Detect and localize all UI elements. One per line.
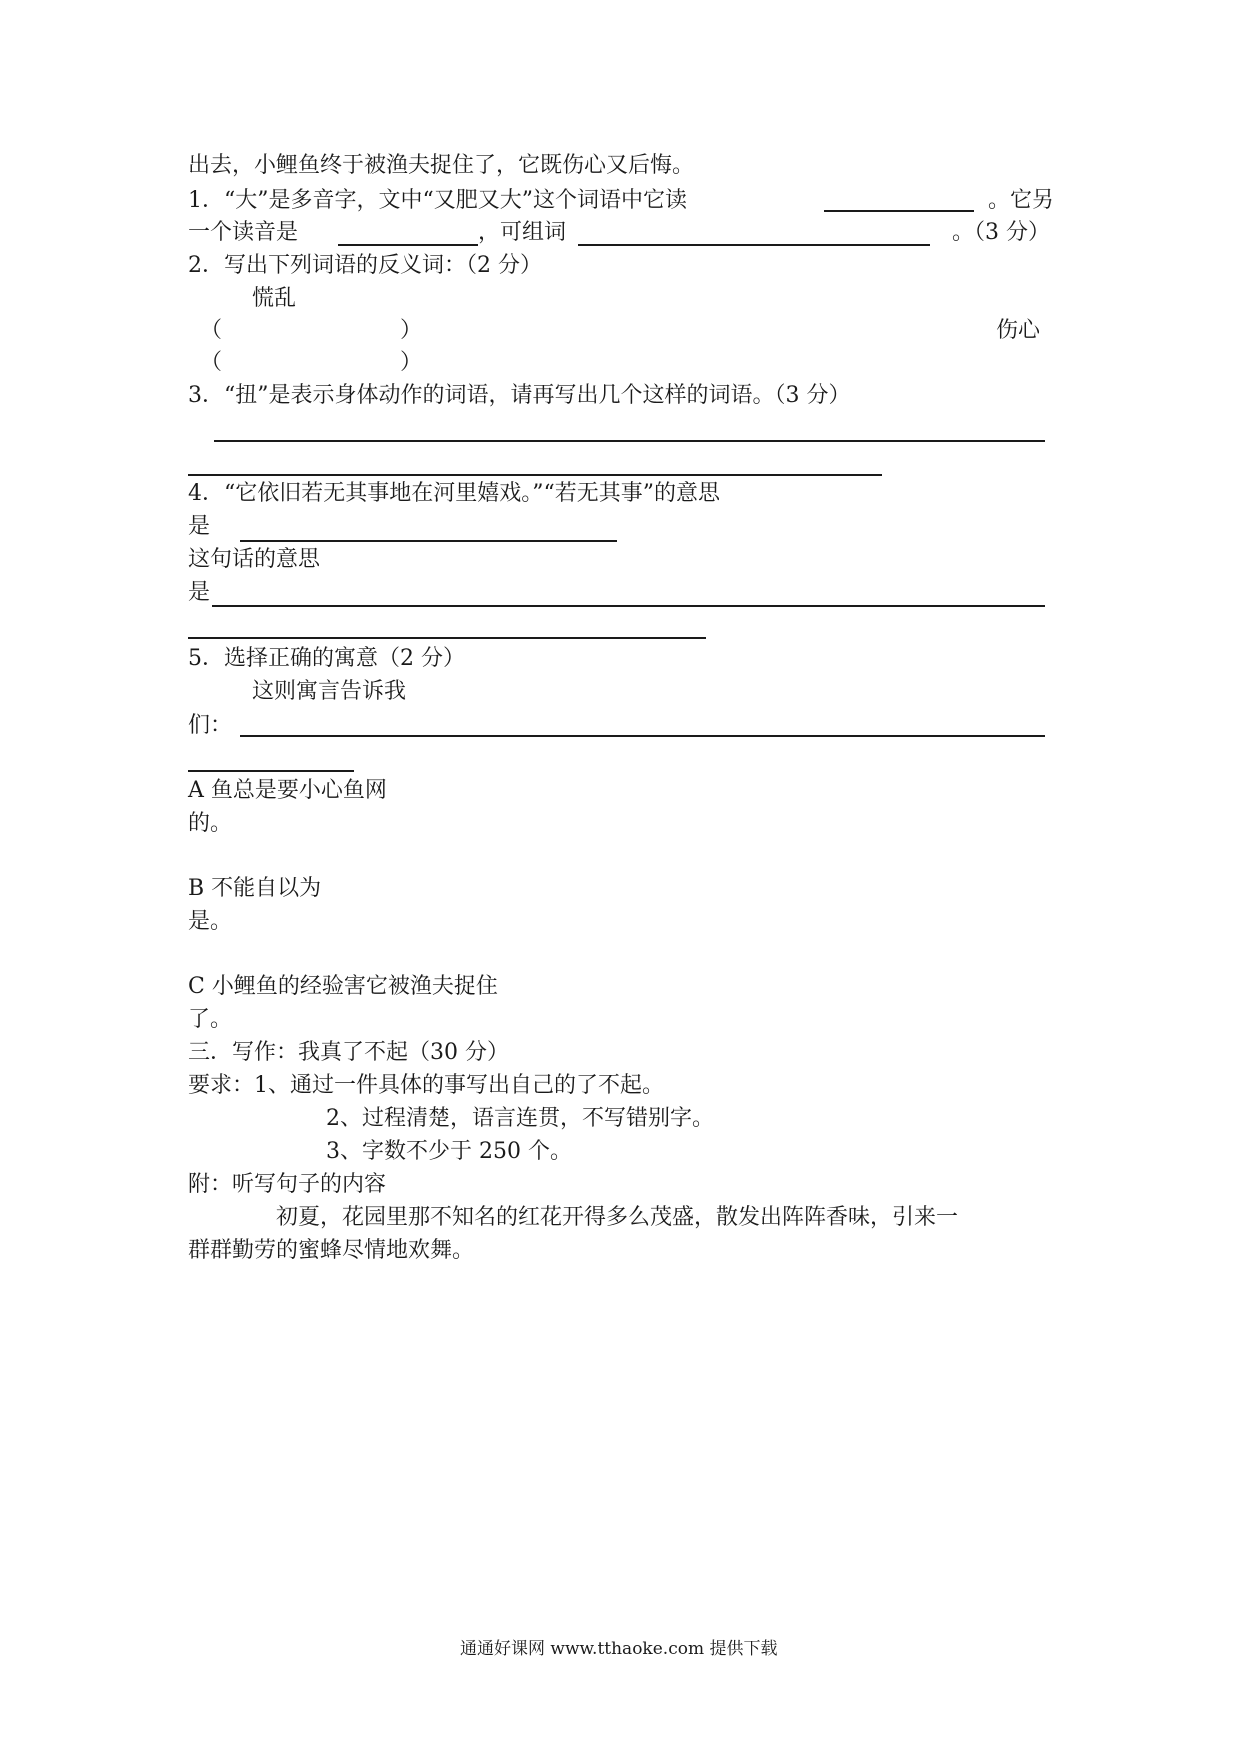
q3-answer-line-2[interactable]: [188, 474, 882, 476]
q4-sentence-blank-1[interactable]: [212, 605, 1045, 607]
q1-text-a: 1．“大”是多音字，文中“又肥又大”这个词语中它读: [188, 188, 687, 213]
q3-prompt: 3．“扭”是表示身体动作的词语，请再写出几个这样的词语。（3 分）: [188, 383, 851, 408]
q5-prompt: 5．选择正确的寓意（2 分）: [188, 646, 465, 671]
q1-blank-other-reading[interactable]: [338, 244, 478, 246]
q4-meaning-blank[interactable]: [240, 540, 617, 542]
appendix-dictation-line-2: 群群勤劳的蜜蜂尽情地欢舞。: [188, 1238, 475, 1263]
q2-paren-close-2: ）: [400, 350, 423, 375]
q2-prompt: 2．写出下列词语的反义词：（2 分）: [188, 253, 542, 278]
q1-text-d: ，可组词: [478, 220, 567, 245]
page-footer: 通通好课网 www.tthaoke.com 提供下载: [460, 1639, 778, 1659]
q2-paren-open-1: （: [200, 318, 223, 343]
q5-option-b-1: B 不能自以为: [188, 876, 322, 901]
q1-text-b: 。它另: [988, 188, 1055, 213]
q1-text-c: 一个读音是: [188, 220, 299, 245]
q2-paren-close-1: ）: [400, 318, 423, 343]
q1-blank-word[interactable]: [578, 244, 930, 246]
q1-blank-reading[interactable]: [824, 210, 974, 212]
story-ending-line: 出去，小鲤鱼终于被渔夫捉住了，它既伤心又后悔。: [188, 153, 695, 178]
q5-lead-a: 这则寓言告诉我: [252, 679, 407, 704]
writing-title: 三．写作：我真了不起（30 分）: [188, 1040, 509, 1065]
appendix-dictation-line-1: 初夏，花园里那不知名的红花开得多么茂盛，散发出阵阵香味，引来一: [276, 1205, 959, 1230]
writing-req-3: 3、字数不少于 250 个。: [326, 1139, 572, 1164]
q3-answer-line-1[interactable]: [214, 440, 1045, 442]
q5-option-a-2: 的。: [188, 811, 233, 836]
q5-option-c-2: 了。: [188, 1007, 233, 1032]
q2-word-huangluan: 慌乱: [252, 286, 297, 311]
q4-shi-1: 是: [188, 514, 211, 539]
q5-answer-line-2[interactable]: [188, 770, 354, 772]
q4-shi-2: 是: [188, 580, 211, 605]
q5-option-a-1: A 鱼总是要小心鱼网: [188, 778, 387, 803]
q5-option-c-1: C 小鲤鱼的经验害它被渔夫捉住: [188, 974, 498, 999]
appendix-title: 附：听写句子的内容: [188, 1172, 387, 1197]
q4-sentence-label: 这句话的意思: [188, 547, 321, 572]
q2-paren-open-2: （: [200, 350, 223, 375]
q5-answer-line[interactable]: [240, 735, 1045, 737]
q5-option-b-2: 是。: [188, 909, 233, 934]
q1-text-e: 。（3 分）: [952, 220, 1050, 245]
writing-req-2: 2、过程清楚，语言连贯，不写错别字。: [326, 1106, 714, 1131]
q4-prompt: 4．“它依旧若无其事地在河里嬉戏。”“若无其事”的意思: [188, 481, 720, 506]
writing-req-1: 要求：1、通过一件具体的事写出自己的了不起。: [188, 1073, 664, 1098]
q4-sentence-blank-2[interactable]: [188, 637, 706, 639]
q5-lead-b: 们：: [188, 713, 233, 738]
q2-word-shangxin: 伤心: [996, 318, 1041, 343]
